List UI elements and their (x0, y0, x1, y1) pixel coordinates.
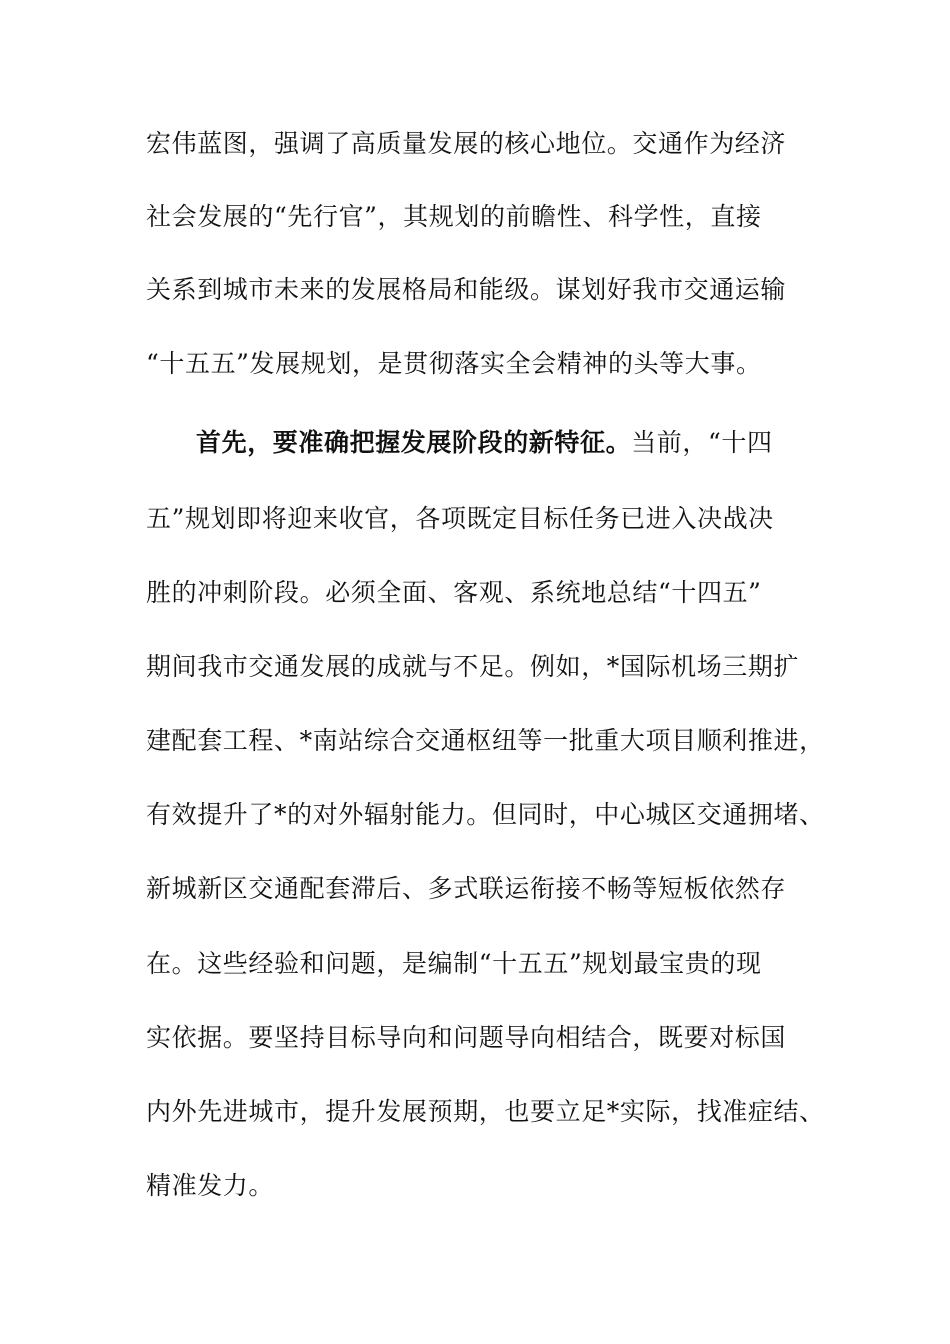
section-heading: 首先，要准确把握发展阶段的新特征。 (196, 428, 632, 457)
paragraph-2-line-6: 有效提升了*的对外辐射能力。但同时，中心城区交通拥堵、 (146, 800, 825, 829)
paragraph-1-line-3: 关系到城市未来的发展格局和能级。谋划好我市交通运输 (146, 275, 787, 304)
paragraph-2-line-1 (196, 423, 773, 463)
paragraph-1-line-1: 宏伟蓝图，强调了高质量发展的核心地位。交通作为经济 (146, 129, 787, 158)
paragraph-2-line-7: 新城新区交通配套滞后、多式联运衔接不畅等短板依然存 (146, 874, 787, 903)
paragraph-2-line-1-rest: 当前，“十四 (631, 428, 773, 457)
paragraph-2-line-4: 期间我市交通发展的成就与不足。例如，*国际机场三期扩 (146, 652, 800, 681)
paragraph-2-line-3: 胜的冲刺阶段。必须全面、客观、系统地总结“十四五” (146, 578, 762, 607)
paragraph-2-line-9: 实依据。要坚持目标导向和问题导向相结合，既要对标国 (146, 1023, 787, 1052)
paragraph-2-line-2: 五”规划即将迎来收官，各项既定目标任务已进入决战决 (146, 504, 774, 533)
paragraph-2-line-8: 在。这些经验和问题，是编制“十五五”规划最宝贵的现 (146, 949, 762, 978)
paragraph-2-line-10: 内外先进城市，提升发展预期，也要立足*实际，找准症结、 (146, 1097, 825, 1126)
paragraph-1-line-4: “十五五”发展规划，是贯彻落实全会精神的头等大事。 (146, 349, 762, 378)
paragraph-1-line-2: 社会发展的“先行官”，其规划的前瞻性、科学性，直接 (146, 202, 762, 231)
paragraph-2-line-11: 精准发力。 (146, 1171, 275, 1200)
paragraph-2-line-5: 建配套工程、*南站综合交通枢纽等一批重大项目顺利推进， (146, 726, 825, 755)
